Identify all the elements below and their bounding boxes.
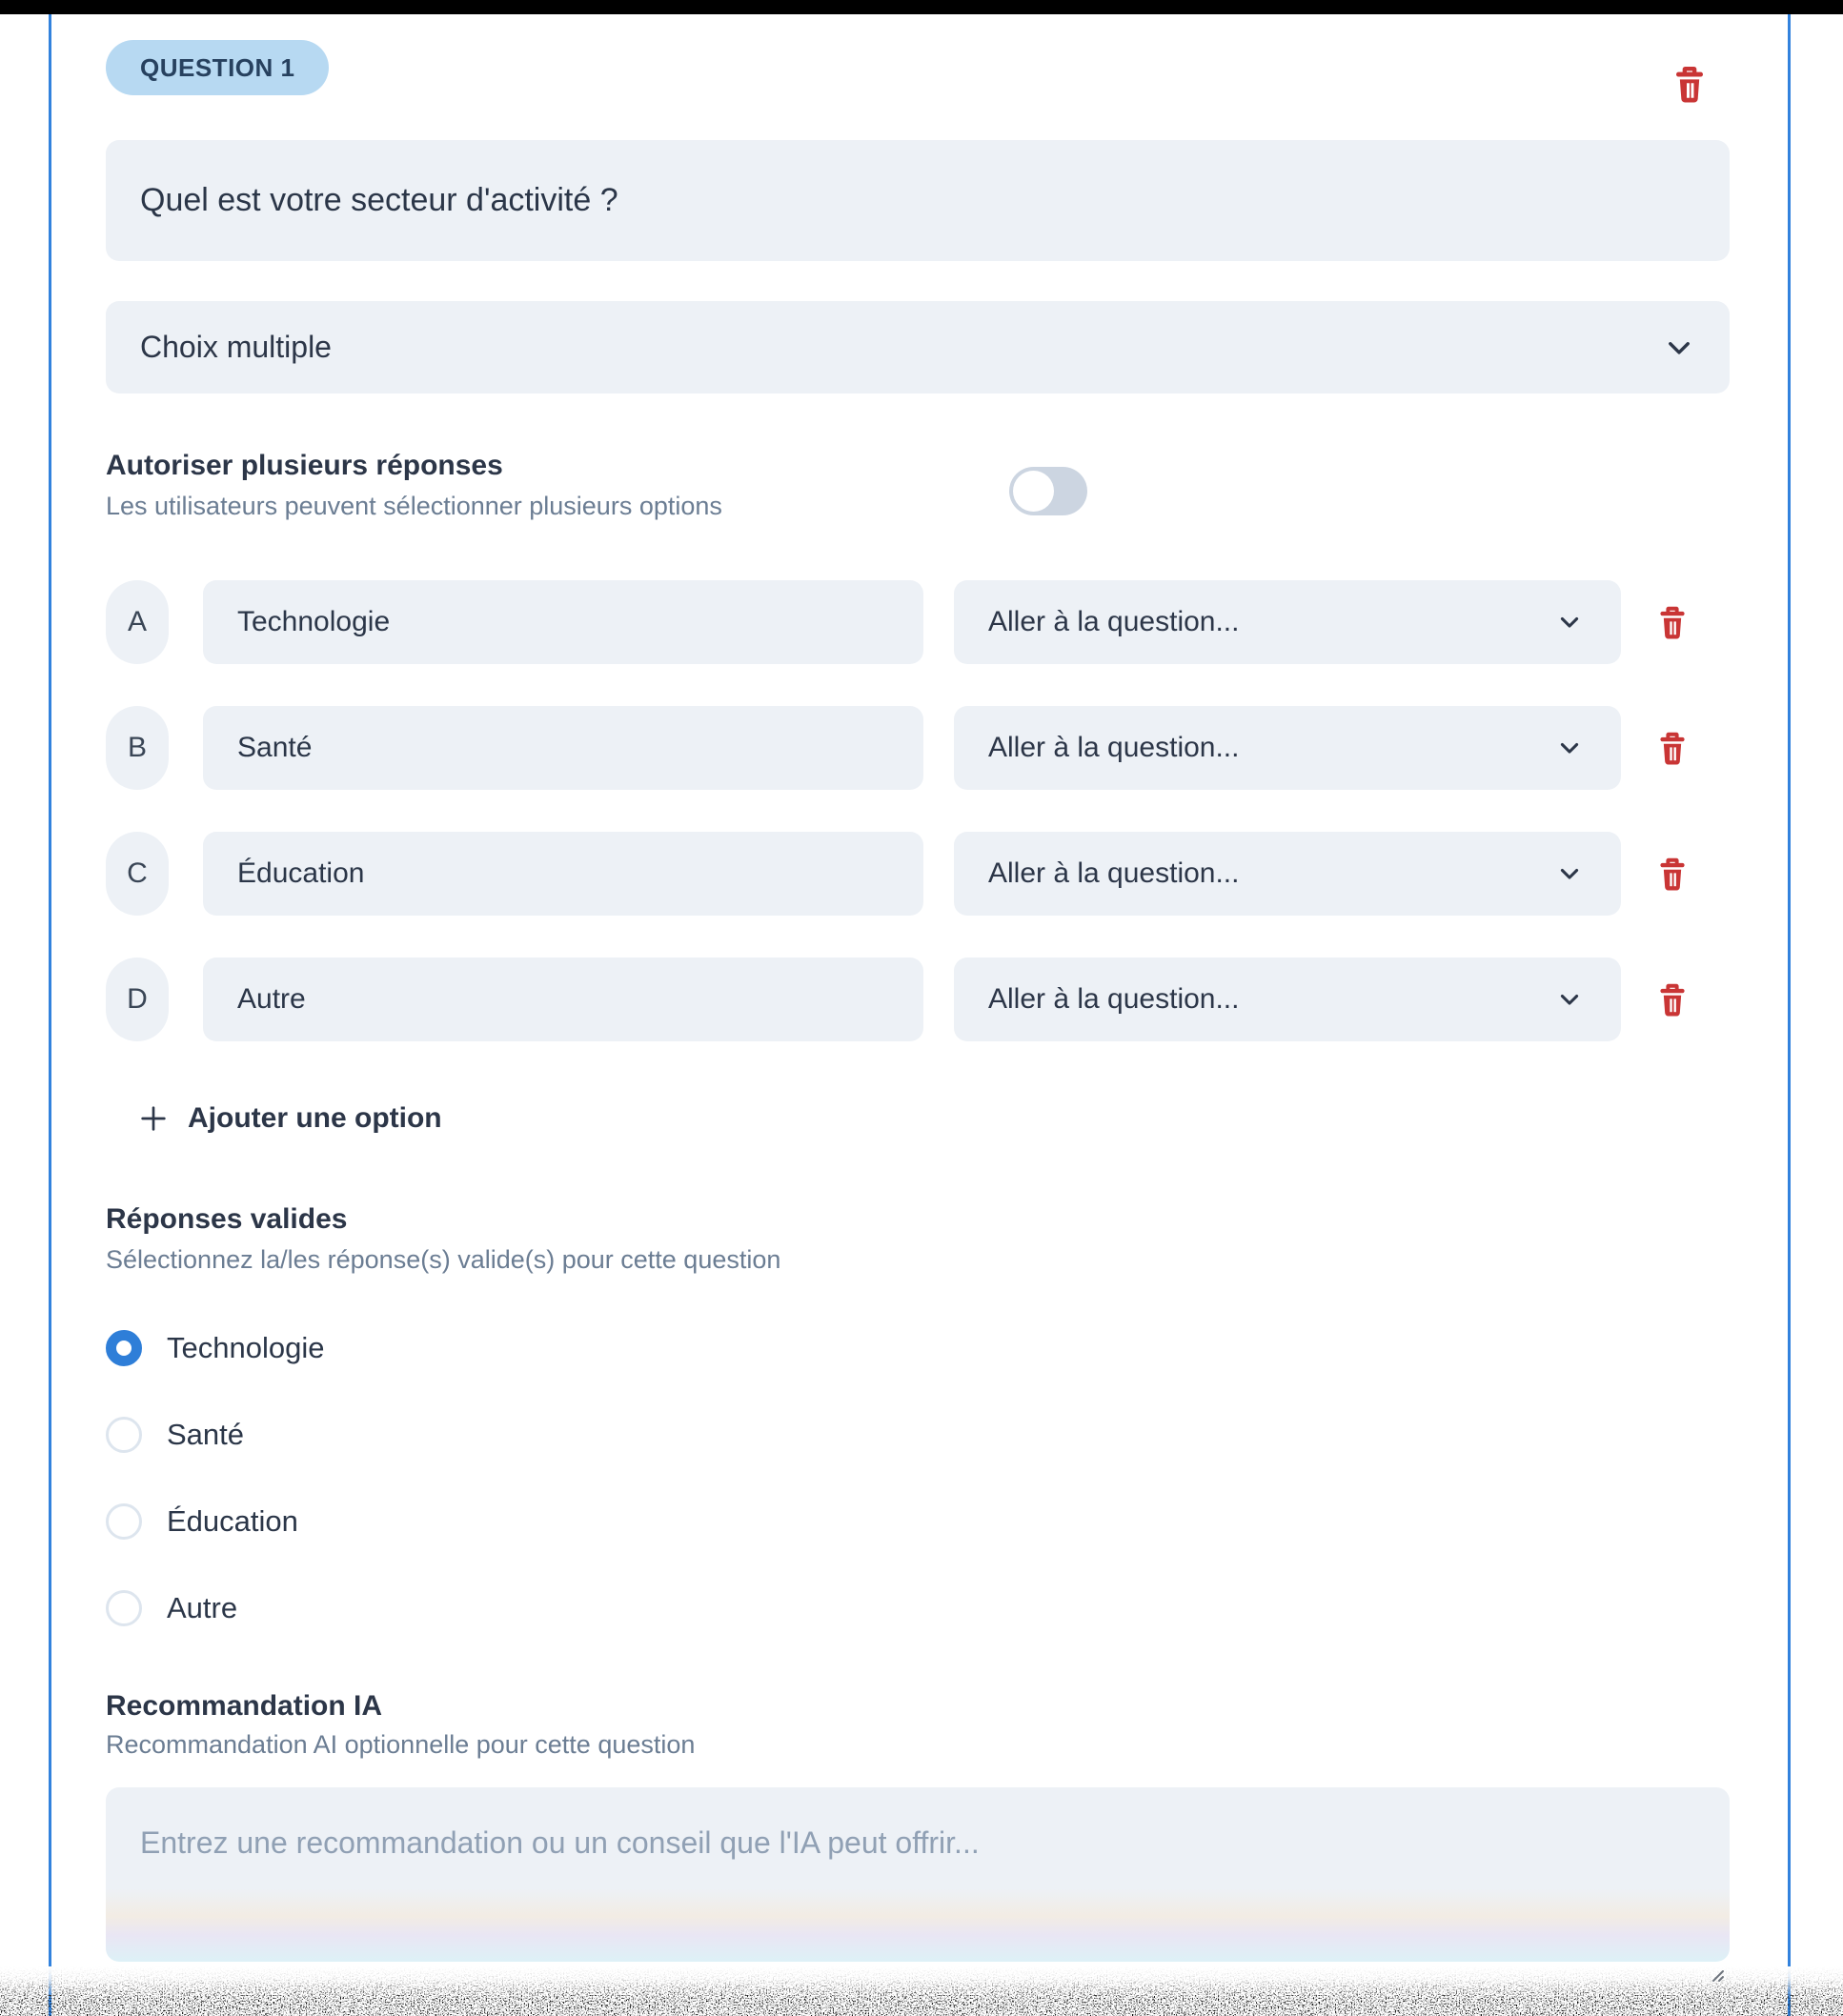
valid-answer-option[interactable]: [106, 1499, 1730, 1544]
question-type-select[interactable]: [106, 301, 1730, 393]
valid-answer-option[interactable]: [106, 1585, 1730, 1631]
option-text-input[interactable]: [203, 958, 923, 1041]
option-goto-value: Aller à la question...: [988, 606, 1240, 637]
trash-icon: [1655, 855, 1690, 893]
chevron-down-icon: [1556, 986, 1583, 1013]
option-row: [106, 706, 1730, 790]
valid-answer-option[interactable]: [106, 1412, 1730, 1458]
option-letter-badge: B: [106, 706, 169, 790]
option-goto-value: Aller à la question...: [988, 857, 1240, 889]
option-goto-select[interactable]: [954, 580, 1621, 664]
option-row: [106, 958, 1730, 1041]
option-row: [106, 832, 1730, 916]
add-option-label: Ajouter une option: [188, 1102, 442, 1134]
question-text-input[interactable]: [106, 140, 1730, 261]
valid-answer-option[interactable]: [106, 1325, 1730, 1371]
chevron-down-icon: [1556, 860, 1583, 887]
plus-icon: [138, 1103, 169, 1134]
valid-answers-description: Sélectionnez la/les réponse(s) valide(s) pour cette question: [106, 1245, 781, 1274]
option-text-input[interactable]: [203, 706, 923, 790]
multi-answer-toggle[interactable]: [1009, 467, 1087, 515]
multi-answer-setting: [106, 448, 1730, 522]
valid-answer-label: Éducation: [167, 1504, 298, 1538]
trash-icon: [1655, 980, 1690, 1018]
recommendation-textarea[interactable]: [106, 1787, 1730, 1962]
question-type-value: Choix multiple: [140, 330, 332, 364]
trash-icon: [1655, 729, 1690, 767]
valid-answer-label: Technologie: [167, 1331, 325, 1364]
valid-answers-title: Réponses valides: [106, 1203, 348, 1235]
delete-option-button[interactable]: [1655, 855, 1690, 893]
delete-option-button[interactable]: [1655, 729, 1690, 767]
multi-answer-description: Les utilisateurs peuvent sélectionner plusieurs options: [106, 492, 722, 520]
delete-question-button[interactable]: [1671, 63, 1709, 105]
option-text-input[interactable]: [203, 580, 923, 664]
recommendation-description: Recommandation AI optionnelle pour cette question: [106, 1730, 696, 1759]
add-option-button[interactable]: [106, 1095, 442, 1142]
trash-icon: [1671, 63, 1709, 105]
delete-option-button[interactable]: [1655, 603, 1690, 641]
radio-icon[interactable]: [106, 1330, 142, 1366]
option-goto-value: Aller à la question...: [988, 983, 1240, 1015]
recommendation-section: [106, 1688, 1730, 1761]
recommendation-title: Recommandation IA: [106, 1690, 383, 1722]
resize-grip-icon[interactable]: [1710, 1968, 1725, 1984]
chevron-down-icon: [1556, 735, 1583, 761]
option-letter-badge: C: [106, 832, 169, 916]
options-list: [106, 580, 1730, 1041]
multi-answer-label: Autoriser plusieurs réponses: [106, 450, 503, 481]
card-header: [106, 40, 1730, 95]
question-number-badge: QUESTION 1: [106, 40, 329, 95]
option-goto-value: Aller à la question...: [988, 732, 1240, 763]
option-goto-select[interactable]: [954, 832, 1621, 916]
question-card: [49, 14, 1791, 2016]
top-black-bar: [0, 0, 1843, 14]
option-row: [106, 580, 1730, 664]
valid-answer-label: Autre: [167, 1591, 238, 1624]
radio-icon[interactable]: [106, 1503, 142, 1540]
option-letter-badge: D: [106, 958, 169, 1041]
radio-icon[interactable]: [106, 1417, 142, 1453]
valid-answers-section: [106, 1201, 1730, 1276]
valid-answers-list: [106, 1325, 1730, 1631]
chevron-down-icon: [1556, 609, 1583, 635]
trash-icon: [1655, 603, 1690, 641]
option-goto-select[interactable]: [954, 706, 1621, 790]
option-text-input[interactable]: [203, 832, 923, 916]
toggle-knob: [1013, 471, 1054, 512]
option-letter-badge: A: [106, 580, 169, 664]
radio-icon[interactable]: [106, 1590, 142, 1626]
chevron-down-icon: [1663, 332, 1695, 364]
valid-answer-label: Santé: [167, 1418, 245, 1451]
delete-option-button[interactable]: [1655, 980, 1690, 1018]
screenshot-noise-band: [0, 1966, 1843, 2016]
option-goto-select[interactable]: [954, 958, 1621, 1041]
